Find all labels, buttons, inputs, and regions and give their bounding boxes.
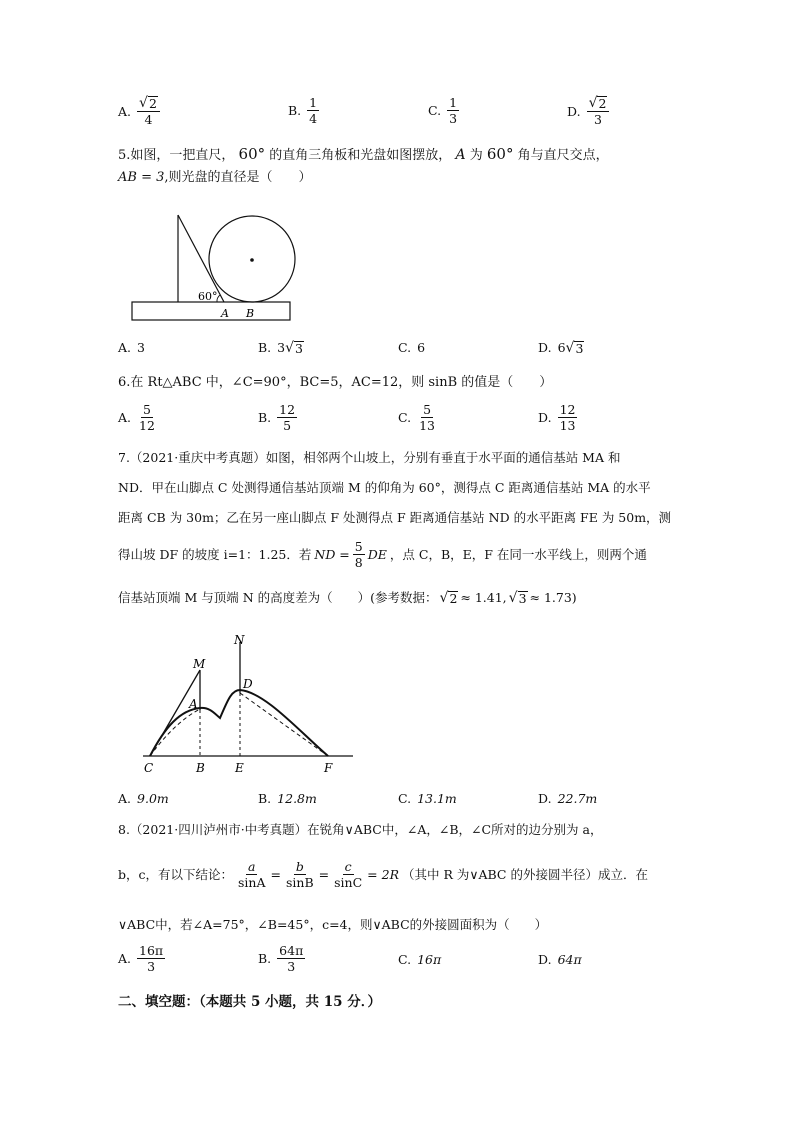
q5-equation: AB = 3 bbox=[118, 170, 165, 185]
denominator: 3 bbox=[147, 959, 156, 975]
denominator: 3 bbox=[449, 111, 458, 127]
radicand: 3 bbox=[575, 341, 584, 356]
fraction: √ 2 4 bbox=[137, 96, 160, 126]
option-value: 16π bbox=[417, 952, 442, 967]
q8-line2: b，c，有以下结论： $\frac{a}{\sin A}$ = $\frac{b}{\sin B}$ = $\frac{c}{\sin C}$ = 2R （其中 R 为∨ABC 的外接圆半径）成立．在 bbox=[118, 859, 648, 891]
q5-text: 角与直尺交点， bbox=[517, 148, 609, 163]
numerator: c bbox=[344, 859, 352, 874]
q5-text: 为 bbox=[469, 148, 483, 163]
option-letter: C. bbox=[398, 340, 412, 355]
q7-text: 信基站顶端 M 与顶端 N 的高度差为（ ）(参考数据： bbox=[118, 590, 438, 605]
q4-option-a bbox=[118, 96, 160, 126]
option-value: 6 bbox=[417, 340, 426, 355]
q4-option-d bbox=[567, 96, 609, 126]
fraction bbox=[277, 403, 297, 432]
q7-text: ，点 C，B，E，F 在同一水平线上，则两个通 bbox=[389, 546, 647, 562]
option-value: 22.7m bbox=[557, 791, 598, 806]
label-n: N bbox=[234, 633, 245, 647]
numerator: a bbox=[248, 859, 256, 874]
q5-option-b: B. 3 √ 3 bbox=[258, 340, 303, 356]
option-letter: C. bbox=[398, 410, 412, 426]
q6-option-a bbox=[118, 403, 157, 432]
ruler bbox=[132, 302, 290, 320]
q5-angle: 60° bbox=[238, 145, 266, 163]
fraction bbox=[236, 860, 268, 889]
disc-center bbox=[250, 258, 254, 262]
denominator: 3 bbox=[287, 959, 296, 975]
q6-question: 6.在 Rt△ABC 中，∠C=90°，BC=5，AC=12，则 sinB 的值是（ ） bbox=[118, 375, 553, 390]
option-letter: C. bbox=[428, 103, 442, 119]
point-b-label: B bbox=[246, 307, 255, 320]
q8-text: b，c，有以下结论： bbox=[118, 866, 234, 882]
option-letter: A. bbox=[118, 340, 132, 355]
radicand: 3 bbox=[518, 590, 527, 606]
q5-option-d: D. 6 √ 3 bbox=[538, 340, 584, 356]
numerator: 64π bbox=[279, 943, 304, 958]
q7-text: 得山坡 DF 的坡度 i=1：1.25．若 bbox=[118, 546, 312, 562]
fraction bbox=[417, 403, 437, 432]
label-m: M bbox=[193, 657, 206, 671]
coefficient: 6 bbox=[557, 340, 566, 355]
numerator: 12 bbox=[279, 402, 296, 417]
denominator: sinA bbox=[238, 875, 266, 891]
option-letter: B. bbox=[258, 791, 272, 806]
radicand: 2 bbox=[148, 96, 157, 111]
numerator: 5 bbox=[354, 539, 363, 554]
triangle-hypotenuse bbox=[178, 215, 224, 302]
denominator: 4 bbox=[309, 111, 318, 127]
option-value: 13.1m bbox=[417, 791, 457, 806]
q5-figure bbox=[128, 210, 298, 325]
q8-option-b bbox=[258, 944, 305, 973]
label-d: D bbox=[243, 677, 253, 691]
option-letter: A. bbox=[118, 951, 132, 967]
radicand: 2 bbox=[598, 96, 607, 111]
fraction bbox=[137, 403, 157, 432]
q6-option-c bbox=[398, 403, 437, 432]
section-two-heading: 二、填空题：（本题共 5 小题，共 15 分．） bbox=[118, 994, 381, 1010]
q6-option-b bbox=[258, 403, 297, 432]
slope-ca bbox=[150, 709, 200, 756]
denominator: 12 bbox=[139, 418, 155, 434]
radicand: 2 bbox=[449, 590, 458, 606]
denominator: 4 bbox=[144, 112, 153, 128]
angle-label: 60° bbox=[198, 290, 218, 303]
fraction: √ 2 3 bbox=[587, 96, 610, 126]
label-c: C bbox=[144, 761, 154, 775]
fraction bbox=[447, 96, 459, 125]
denominator: 13 bbox=[419, 418, 435, 434]
option-letter: D. bbox=[538, 410, 552, 426]
label-b: B bbox=[196, 761, 205, 775]
option-value: 12.8m bbox=[277, 791, 317, 806]
q7-approx: ≈ 1.73) bbox=[529, 590, 577, 605]
option-value: 64π bbox=[557, 952, 582, 967]
q7-line4 bbox=[118, 540, 678, 569]
numerator: 5 bbox=[142, 402, 151, 417]
label-f: F bbox=[324, 761, 333, 775]
q7-eq-right: DE bbox=[367, 546, 387, 562]
option-value: 3 bbox=[137, 340, 145, 355]
numerator: 16π bbox=[139, 943, 164, 958]
q7-line2: ND．甲在山脚点 C 处测得通信基站顶端 M 的仰角为 60°，测得点 C 距离通信基站 MA 的水平 bbox=[118, 480, 651, 495]
q5-line2 bbox=[118, 168, 678, 189]
option-letter: C. bbox=[398, 952, 412, 967]
denominator: 3 bbox=[594, 112, 602, 128]
q5-option-a bbox=[118, 340, 145, 355]
option-letter: B. bbox=[258, 340, 272, 356]
fraction bbox=[353, 540, 365, 569]
q8-text: （其中 R 为∨ABC 的外接圆半径）成立．在 bbox=[401, 866, 648, 882]
q7-option-b bbox=[258, 791, 317, 806]
q5-text: 的直角三角板和光盘如图摆放， bbox=[269, 148, 452, 163]
denominator: sinB bbox=[286, 875, 314, 891]
q5-option-c bbox=[398, 340, 425, 355]
fraction bbox=[277, 944, 305, 973]
fraction bbox=[332, 860, 364, 889]
denominator: 8 bbox=[354, 555, 363, 571]
q7-line1: 7.（2021·重庆中考真题）如图，相邻两个山坡上，分别有垂直于水平面的通信基站 MA 和 bbox=[118, 450, 621, 465]
option-letter: A. bbox=[118, 103, 132, 119]
option-value: 9.0m bbox=[137, 791, 169, 806]
coefficient: 3 bbox=[277, 340, 286, 355]
radicand: 3 bbox=[295, 341, 303, 356]
label-a: A bbox=[189, 697, 198, 711]
denominator: 13 bbox=[559, 418, 576, 434]
q8-eq-tail: = 2R bbox=[367, 866, 399, 882]
q6-option-d bbox=[538, 403, 577, 432]
mountain-outline bbox=[150, 690, 328, 756]
q4-option-c bbox=[428, 96, 459, 125]
option-letter: B. bbox=[288, 103, 302, 119]
fraction bbox=[558, 403, 578, 432]
q4-option-b bbox=[288, 96, 319, 125]
label-e: E bbox=[235, 761, 244, 775]
q8-option-a bbox=[118, 944, 165, 973]
slope-df bbox=[240, 693, 328, 756]
fraction bbox=[137, 944, 165, 973]
q8-line3: ∨ABC中，若∠A=75°，∠B=45°，c=4，则∨ABC的外接圆面积为（ ） bbox=[118, 917, 548, 932]
denominator: sinC bbox=[334, 875, 363, 891]
option-letter: A. bbox=[118, 410, 132, 426]
numerator: 12 bbox=[559, 402, 576, 417]
fraction bbox=[307, 96, 319, 125]
q7-option-c bbox=[398, 791, 457, 806]
q5-var: A bbox=[455, 147, 466, 163]
fraction bbox=[284, 860, 316, 889]
q8-option-c bbox=[398, 952, 441, 967]
q8-option-d bbox=[538, 952, 582, 967]
q5-line1 bbox=[118, 142, 678, 167]
option-letter: B. bbox=[258, 410, 272, 426]
option-letter: D. bbox=[567, 103, 581, 119]
q7-eq-left: ND = bbox=[314, 546, 350, 562]
q7-line3: 距离 CB 为 30m；乙在另一座山脚点 F 处测得点 F 距离通信基站 ND 的水平距离 FE 为 50m，测 bbox=[118, 510, 672, 525]
option-letter: A. bbox=[118, 791, 132, 806]
q5-text: 5.如图，一把直尺， bbox=[118, 148, 235, 163]
numerator: 5 bbox=[423, 402, 432, 417]
denominator: 5 bbox=[283, 418, 292, 434]
numerator: 1 bbox=[449, 95, 458, 110]
q7-option-d bbox=[538, 791, 597, 806]
option-letter: D. bbox=[538, 791, 552, 806]
option-letter: B. bbox=[258, 951, 272, 967]
q5-angle: 60° bbox=[486, 145, 514, 163]
point-a-label: A bbox=[221, 307, 229, 320]
q7-figure bbox=[135, 632, 365, 780]
q7-approx: ≈ 1.41, bbox=[460, 590, 507, 605]
q5-text: ,则光盘的直径是（ ） bbox=[164, 170, 312, 185]
q7-option-a bbox=[118, 791, 169, 806]
option-letter: C. bbox=[398, 791, 412, 806]
q8-line1: 8.（2021·四川泸州市·中考真题）在锐角∨ABC中，∠A，∠B，∠C所对的边分别为 a， bbox=[118, 822, 603, 837]
option-letter: D. bbox=[538, 952, 552, 967]
q7-line5: 信基站顶端 M 与顶端 N 的高度差为（ ）(参考数据： √ 2 ≈ 1.41, √ 3 ≈ 1.73) bbox=[118, 588, 678, 608]
numerator: b bbox=[295, 859, 304, 874]
numerator: 1 bbox=[309, 95, 318, 110]
option-letter: D. bbox=[538, 340, 552, 356]
